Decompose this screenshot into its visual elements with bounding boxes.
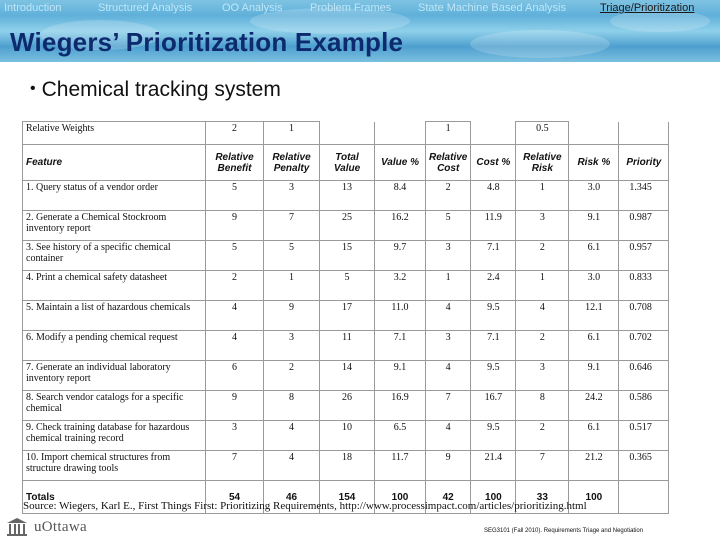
value-cell: 5: [206, 181, 264, 211]
weight-benefit: 2: [206, 122, 264, 145]
value-cell: 4: [206, 331, 264, 361]
value-cell: 9.1: [569, 361, 619, 391]
table-row: [23, 181, 669, 211]
footer-text: SEG3101 (Fall 2010). Requirements Triage and Negotiation: [484, 528, 644, 534]
value-cell: 17: [320, 301, 375, 331]
feature-cell: 1. Query status of a vendor order: [23, 181, 206, 211]
value-cell: 7: [516, 451, 569, 481]
column-header: Risk %: [569, 145, 619, 181]
nav-item-structured-analysis[interactable]: Structured Analysis: [98, 2, 193, 14]
value-cell: 12.1: [569, 301, 619, 331]
value-cell: 9: [426, 451, 471, 481]
totals-cell: 33: [516, 481, 569, 514]
value-cell: 0.957: [619, 241, 669, 271]
prioritization-table: [22, 121, 669, 514]
university-logo: [6, 516, 87, 538]
nav-item-problem-frames[interactable]: Problem Frames: [310, 2, 392, 14]
feature-cell: 10. Import chemical structures from structure drawing tools: [23, 451, 206, 481]
value-cell: 2.4: [471, 271, 516, 301]
feature-cell: 7. Generate an individual laboratory inventory report: [23, 361, 206, 391]
value-cell: 9: [264, 301, 320, 331]
feature-cell: 2. Generate a Chemical Stockroom inventory report: [23, 211, 206, 241]
value-cell: 8: [264, 391, 320, 421]
column-header: Relative Penalty: [264, 145, 320, 181]
value-cell: 5: [426, 211, 471, 241]
table-row: [23, 331, 669, 361]
bullet-text: Chemical tracking system: [41, 78, 281, 101]
feature-cell: 4. Print a chemical safety datasheet: [23, 271, 206, 301]
value-cell: 9: [206, 391, 264, 421]
value-cell: 4: [264, 421, 320, 451]
value-cell: 1: [516, 181, 569, 211]
value-cell: 6: [206, 361, 264, 391]
weight-risk: 0.5: [516, 122, 569, 145]
value-cell: 16.9: [375, 391, 426, 421]
slide-title: Wiegers’ Prioritization Example: [10, 27, 404, 57]
bullet-icon: •: [30, 80, 36, 97]
value-cell: 21.2: [569, 451, 619, 481]
feature-cell: 9. Check training database for hazardous chemical training record: [23, 421, 206, 451]
feature-cell: 8. Search vendor catalogs for a specific chemical: [23, 391, 206, 421]
value-cell: 2: [206, 271, 264, 301]
value-cell: 0.517: [619, 421, 669, 451]
value-cell: 1: [264, 271, 320, 301]
weights-label: Relative Weights: [23, 122, 206, 145]
value-cell: 7: [426, 391, 471, 421]
column-header: Priority: [619, 145, 669, 181]
totals-cell: Totals: [23, 481, 206, 514]
totals-cell: 100: [569, 481, 619, 514]
value-cell: 3.0: [569, 271, 619, 301]
value-cell: 3.0: [569, 181, 619, 211]
table-row: [23, 421, 669, 451]
value-cell: 4: [426, 421, 471, 451]
value-cell: 0.987: [619, 211, 669, 241]
value-cell: 9.5: [471, 361, 516, 391]
column-header: Value %: [375, 145, 426, 181]
value-cell: 3: [516, 211, 569, 241]
value-cell: 4: [206, 301, 264, 331]
totals-cell: 54: [206, 481, 264, 514]
value-cell: 7: [206, 451, 264, 481]
feature-cell: 5. Maintain a list of hazardous chemicals: [23, 301, 206, 331]
value-cell: 0.586: [619, 391, 669, 421]
totals-cell: 46: [264, 481, 320, 514]
nav-item-oo-analysis[interactable]: OO Analysis: [222, 2, 283, 14]
weights-row: [23, 122, 669, 145]
table-row: [23, 271, 669, 301]
value-cell: 16.7: [471, 391, 516, 421]
value-cell: 2: [264, 361, 320, 391]
value-cell: 16.2: [375, 211, 426, 241]
value-cell: 11.7: [375, 451, 426, 481]
value-cell: 3: [264, 181, 320, 211]
nav-item-state-machine[interactable]: State Machine Based Analysis: [418, 2, 566, 14]
value-cell: 1: [516, 271, 569, 301]
value-cell: 3: [264, 331, 320, 361]
table-row: [23, 241, 669, 271]
value-cell: 2: [426, 181, 471, 211]
value-cell: 11.0: [375, 301, 426, 331]
value-cell: 0.708: [619, 301, 669, 331]
value-cell: 4: [426, 361, 471, 391]
blank-cell: [471, 122, 516, 145]
value-cell: 2: [516, 241, 569, 271]
value-cell: 3: [426, 331, 471, 361]
column-header: Cost %: [471, 145, 516, 181]
value-cell: 15: [320, 241, 375, 271]
table-row: [23, 391, 669, 421]
table-row: [23, 451, 669, 481]
value-cell: 0.646: [619, 361, 669, 391]
value-cell: 2: [516, 421, 569, 451]
blank-cell: [375, 122, 426, 145]
value-cell: 6.1: [569, 241, 619, 271]
table-row: [23, 211, 669, 241]
value-cell: 4: [426, 301, 471, 331]
value-cell: 13: [320, 181, 375, 211]
value-cell: 5: [320, 271, 375, 301]
top-nav: [0, 2, 720, 18]
feature-cell: 6. Modify a pending chemical request: [23, 331, 206, 361]
value-cell: 14: [320, 361, 375, 391]
value-cell: 8: [516, 391, 569, 421]
value-cell: 7.1: [471, 331, 516, 361]
value-cell: 26: [320, 391, 375, 421]
value-cell: 18: [320, 451, 375, 481]
value-cell: 6.1: [569, 331, 619, 361]
value-cell: 7.1: [375, 331, 426, 361]
source-citation: Source: Wiegers, Karl E., First Things First: Prioritizing Requirements, http://www.processimpact.com/articles/prioritizing.html: [23, 500, 587, 512]
value-cell: 11.9: [471, 211, 516, 241]
value-cell: 0.833: [619, 271, 669, 301]
value-cell: 7: [264, 211, 320, 241]
value-cell: 3: [426, 241, 471, 271]
header-row: [23, 145, 669, 181]
value-cell: 4.8: [471, 181, 516, 211]
value-cell: 1: [426, 271, 471, 301]
building-icon: [6, 517, 28, 537]
value-cell: 0.702: [619, 331, 669, 361]
totals-cell: 100: [471, 481, 516, 514]
value-cell: 9.1: [569, 211, 619, 241]
value-cell: 9.7: [375, 241, 426, 271]
totals-cell: 154: [320, 481, 375, 514]
value-cell: 4: [516, 301, 569, 331]
value-cell: 0.365: [619, 451, 669, 481]
totals-cell: [619, 481, 669, 514]
totals-cell: 100: [375, 481, 426, 514]
value-cell: 5: [206, 241, 264, 271]
value-cell: 5: [264, 241, 320, 271]
value-cell: 8.4: [375, 181, 426, 211]
value-cell: 2: [516, 331, 569, 361]
column-header: Relative Cost: [426, 145, 471, 181]
header-banner: [0, 0, 720, 62]
table-row: [23, 361, 669, 391]
column-header: Feature: [23, 145, 206, 181]
column-header: Relative Benefit: [206, 145, 264, 181]
table-body: [23, 181, 669, 481]
value-cell: 1.345: [619, 181, 669, 211]
weight-cost: 1: [426, 122, 471, 145]
value-cell: 25: [320, 211, 375, 241]
blank-cell: [569, 122, 619, 145]
weight-penalty: 1: [264, 122, 320, 145]
logo-text: uOttawa: [34, 518, 87, 535]
value-cell: 24.2: [569, 391, 619, 421]
value-cell: 7.1: [471, 241, 516, 271]
feature-cell: 3. See history of a specific chemical container: [23, 241, 206, 271]
table-row: [23, 301, 669, 331]
value-cell: 6.5: [375, 421, 426, 451]
totals-cell: 42: [426, 481, 471, 514]
column-header: Total Value: [320, 145, 375, 181]
value-cell: 9.1: [375, 361, 426, 391]
value-cell: 9.5: [471, 301, 516, 331]
value-cell: 21.4: [471, 451, 516, 481]
value-cell: 9.5: [471, 421, 516, 451]
column-header: Relative Risk: [516, 145, 569, 181]
nav-item-introduction[interactable]: Introduction: [4, 2, 62, 14]
bullet-item: [30, 78, 281, 102]
value-cell: 11: [320, 331, 375, 361]
nav-item-triage[interactable]: Triage/Prioritization: [600, 2, 695, 14]
value-cell: 3.2: [375, 271, 426, 301]
blank-cell: [619, 122, 669, 145]
value-cell: 3: [206, 421, 264, 451]
value-cell: 6.1: [569, 421, 619, 451]
value-cell: 4: [264, 451, 320, 481]
value-cell: 3: [516, 361, 569, 391]
blank-cell: [320, 122, 375, 145]
value-cell: 9: [206, 211, 264, 241]
value-cell: 10: [320, 421, 375, 451]
